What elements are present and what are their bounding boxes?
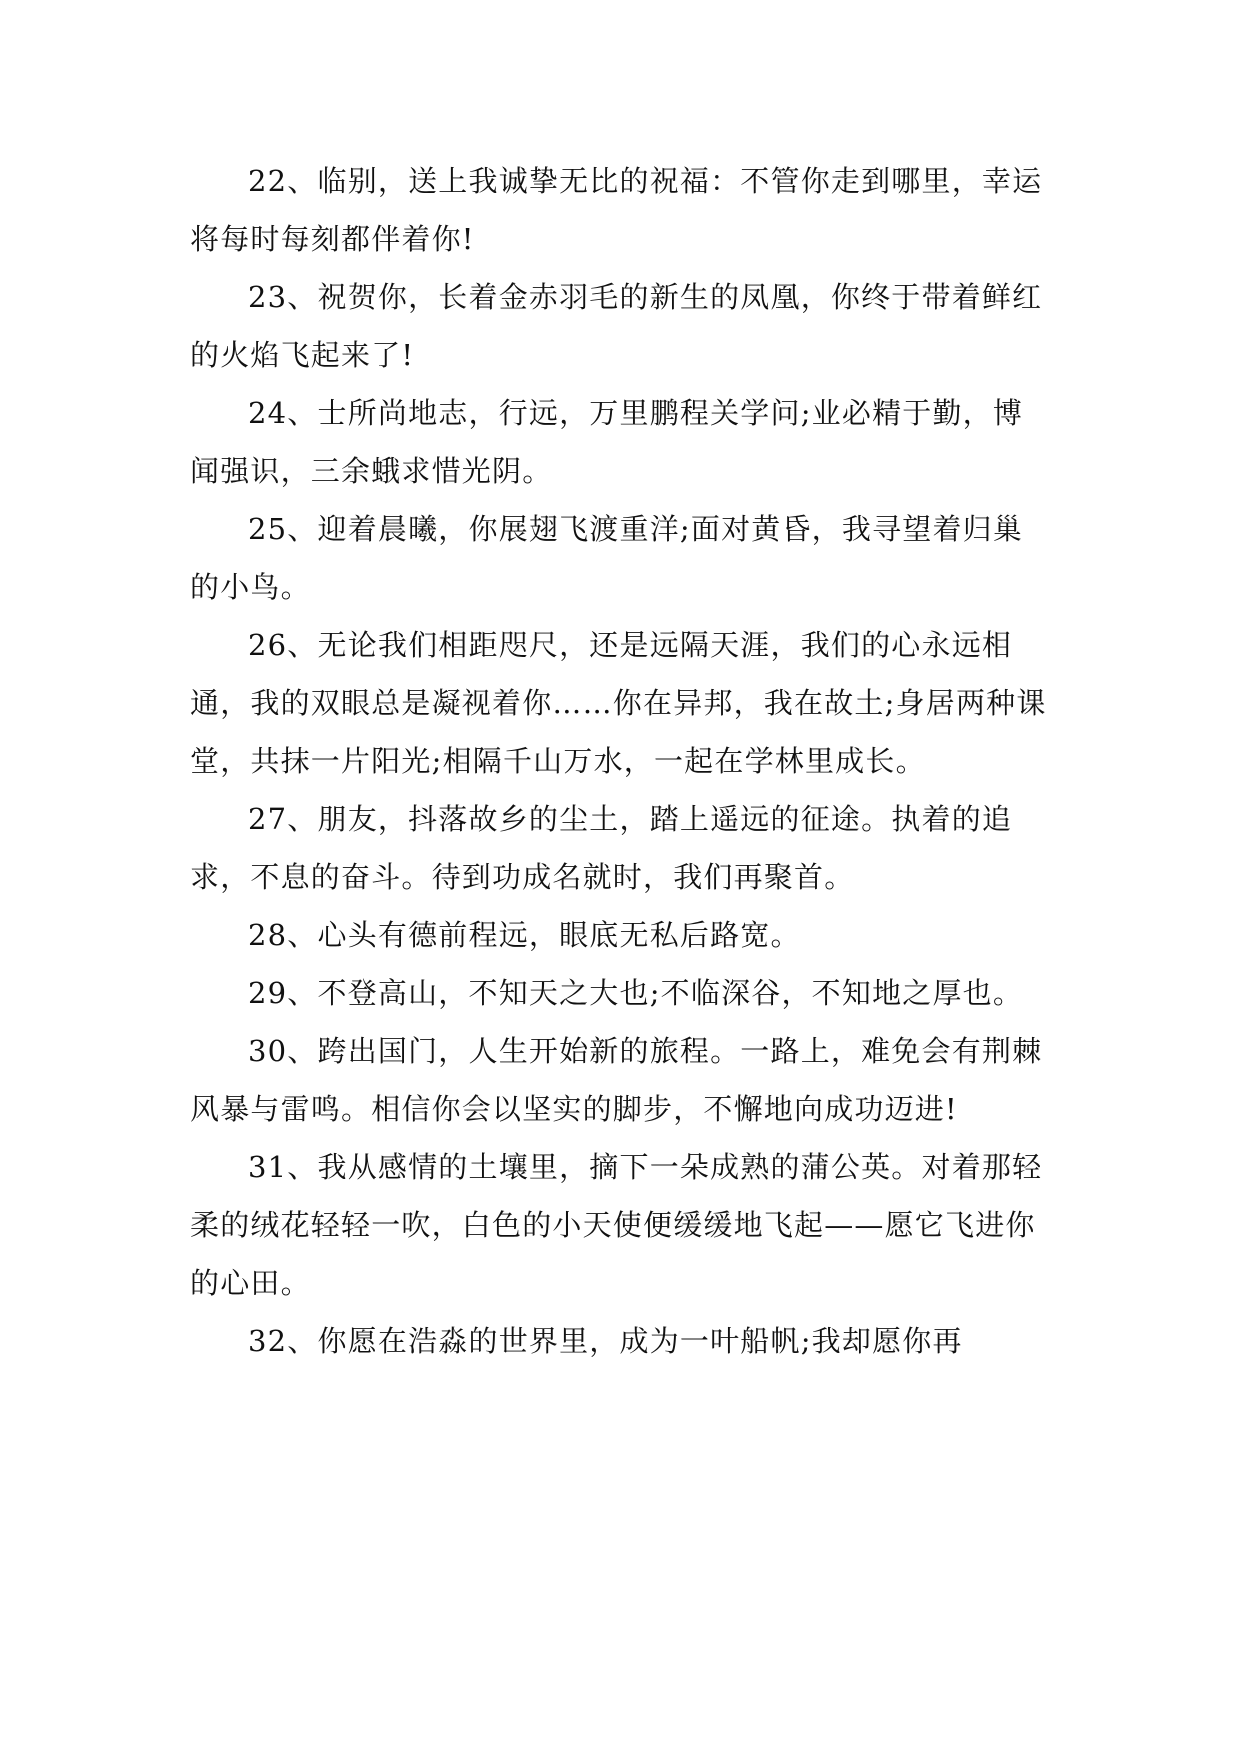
paragraph-27: 27、朋友，抖落故乡的尘土，踏上遥远的征途。执着的追求，不息的奋斗。待到功成名就时，我们再聚首。 [190, 802, 1013, 894]
paragraph-24: 24、士所尚地志，行远，万里鹏程关学问;业必精于勤，博闻强识，三余蛾求惜光阴。 [190, 396, 1024, 488]
document-body [190, 152, 1052, 1370]
paragraph-22: 22、临别，送上我诚挚无比的祝福：不管你走到哪里，幸运将每时每刻都伴着你! [190, 164, 1043, 256]
paragraph-30: 30、跨出国门，人生开始新的旅程。一路上，难免会有荆棘风暴与雷鸣。相信你会以坚实的脚步，不懈地向成功迈进! [190, 1034, 1043, 1126]
paragraph-32: 32、你愿在浩淼的世界里，成为一叶船帆;我却愿你再 [248, 1324, 963, 1358]
paragraph-26: 26、无论我们相距咫尺，还是远隔天涯，我们的心永远相通，我的双眼总是凝视着你……你在异邦，我在故土;身居两种课堂，共抹一片阳光;相隔千山万水，一起在学林里成长。 [190, 628, 1047, 778]
paragraph-28: 28、心头有德前程远，眼底无私后路宽。 [248, 918, 801, 952]
paragraph-29: 29、不登高山，不知天之大也;不临深谷，不知地之厚也。 [248, 976, 1024, 1010]
paragraph-25: 25、迎着晨曦，你展翅飞渡重洋;面对黄昏，我寻望着归巢的小鸟。 [190, 512, 1024, 604]
paragraph-31: 31、我从感情的土壤里，摘下一朵成熟的蒲公英。对着那轻柔的绒花轻轻一吹，白色的小天使便缓缓地飞起——愿它飞进你的心田。 [190, 1150, 1043, 1300]
paragraph-23: 23、祝贺你，长着金赤羽毛的新生的凤凰，你终于带着鲜红的火焰飞起来了! [190, 280, 1043, 372]
